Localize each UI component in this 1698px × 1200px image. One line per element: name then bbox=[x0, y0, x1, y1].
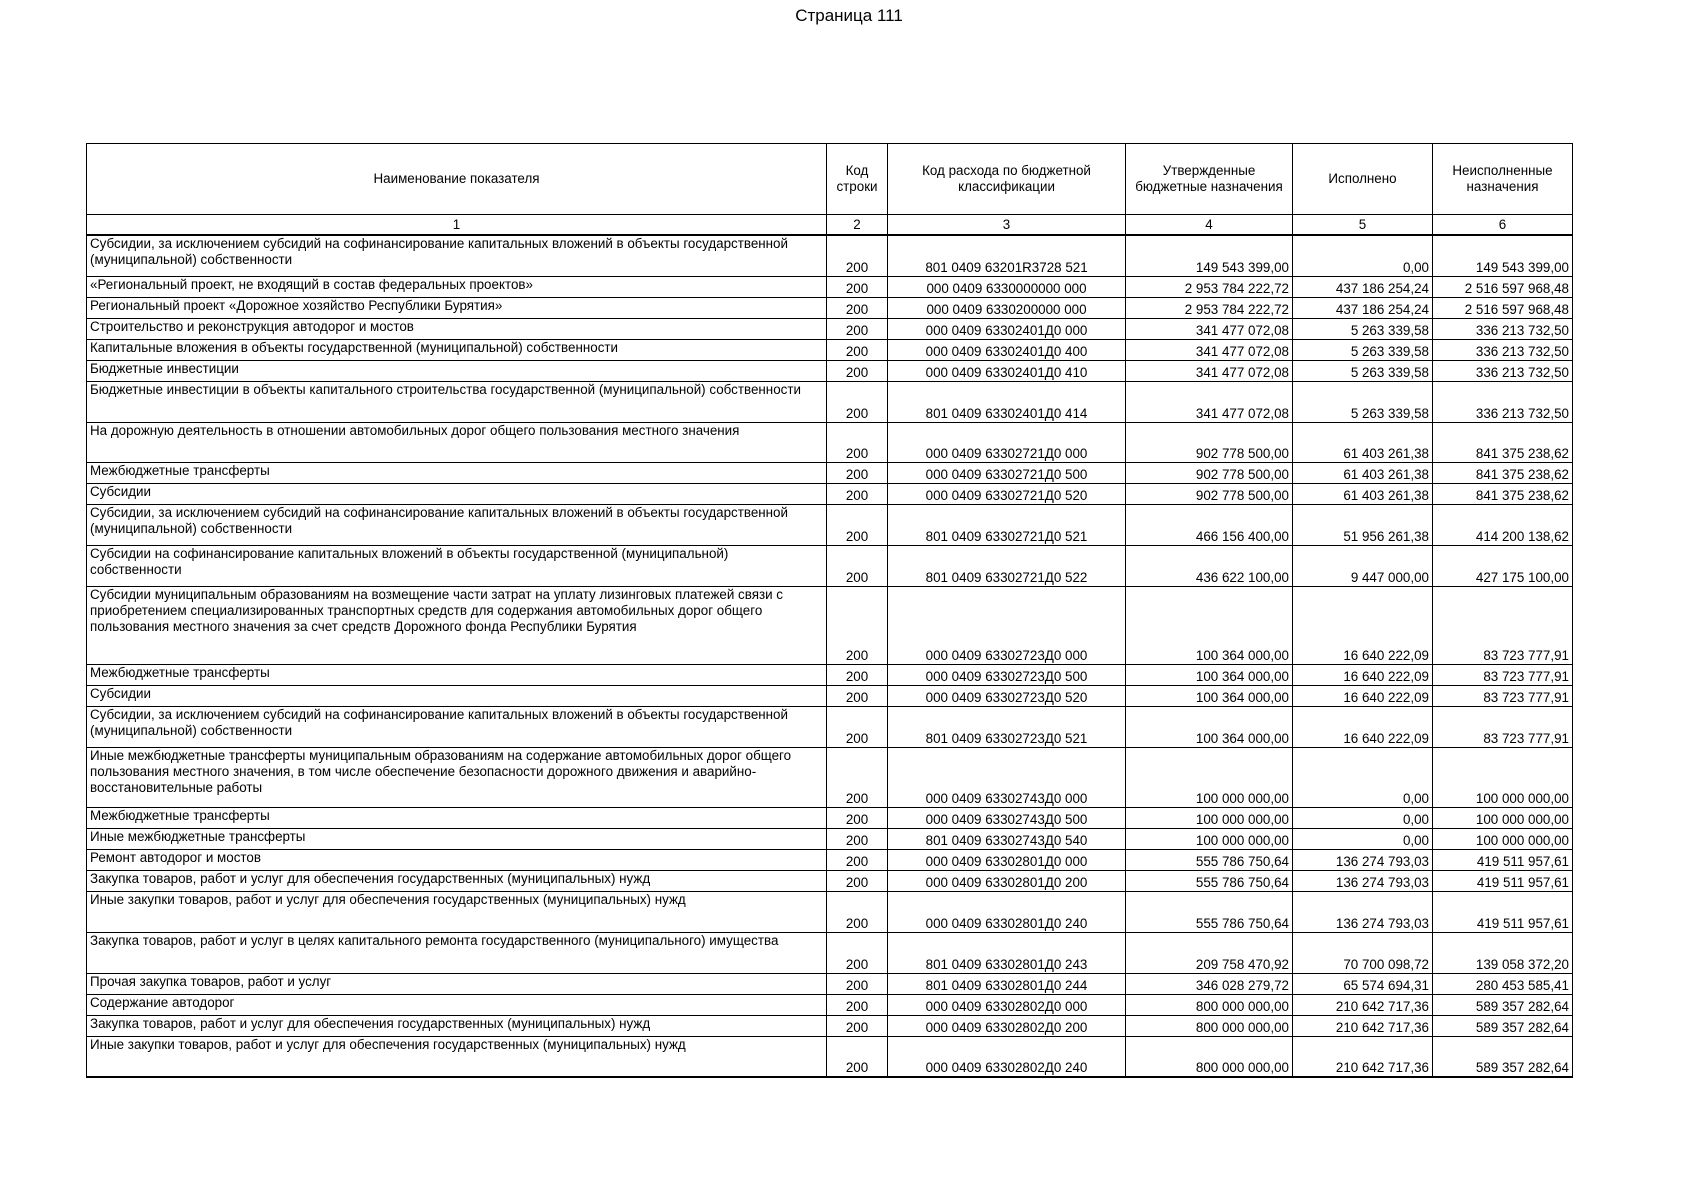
row-executed: 16 640 222,09 bbox=[1293, 685, 1433, 706]
row-unexecuted: 589 357 282,64 bbox=[1433, 1015, 1573, 1036]
row-approved: 100 000 000,00 bbox=[1126, 828, 1293, 849]
header-unexecuted: Неисполненные назначения bbox=[1433, 144, 1573, 215]
row-name: Субсидии муниципальным образованиям на возмещение части затрат на уплату лизинговых платежей связи с приобретением специализированных транспортных средств для содержания автомобильных дорог общего пользования местного значения за счет средств Дорожного фонда Республики Бурятия bbox=[87, 586, 827, 664]
row-unexecuted: 336 213 732,50 bbox=[1433, 381, 1573, 422]
row-name: Межбюджетные трансферты bbox=[87, 462, 827, 483]
table-row bbox=[87, 235, 1573, 276]
row-unexecuted: 589 357 282,64 bbox=[1433, 1036, 1573, 1077]
row-budget-code: 000 0409 63302401Д0 000 bbox=[888, 318, 1126, 339]
row-line-code: 200 bbox=[827, 973, 888, 994]
table-row bbox=[87, 1036, 1573, 1077]
table-row bbox=[87, 360, 1573, 381]
table-row bbox=[87, 849, 1573, 870]
row-executed: 437 186 254,24 bbox=[1293, 276, 1433, 297]
row-unexecuted: 336 213 732,50 bbox=[1433, 339, 1573, 360]
row-unexecuted: 139 058 372,20 bbox=[1433, 932, 1573, 973]
row-executed: 210 642 717,36 bbox=[1293, 1015, 1433, 1036]
row-unexecuted: 419 511 957,61 bbox=[1433, 891, 1573, 932]
row-line-code: 200 bbox=[827, 664, 888, 685]
row-name: Субсидии bbox=[87, 685, 827, 706]
row-budget-code: 000 0409 63302743Д0 500 bbox=[888, 807, 1126, 828]
row-unexecuted: 83 723 777,91 bbox=[1433, 706, 1573, 747]
row-name: Иные межбюджетные трансферты муниципальным образованиям на содержание автомобильных дорог общего пользования местного значения, в том числе обеспечение безопасности дорожного движения и аварийно-восстановительные работы bbox=[87, 747, 827, 807]
row-name: Содержание автодорог bbox=[87, 994, 827, 1015]
row-name: Субсидии на софинансирование капитальных вложений в объекты государственной (муниципальной) собственности bbox=[87, 545, 827, 586]
row-executed: 0,00 bbox=[1293, 747, 1433, 807]
budget-table bbox=[86, 143, 1573, 1078]
table-row bbox=[87, 664, 1573, 685]
row-unexecuted: 419 511 957,61 bbox=[1433, 849, 1573, 870]
row-executed: 16 640 222,09 bbox=[1293, 706, 1433, 747]
row-executed: 61 403 261,38 bbox=[1293, 462, 1433, 483]
row-budget-code: 801 0409 63302723Д0 521 bbox=[888, 706, 1126, 747]
table-row bbox=[87, 747, 1573, 807]
row-budget-code: 000 0409 63302723Д0 000 bbox=[888, 586, 1126, 664]
row-line-code: 200 bbox=[827, 462, 888, 483]
table-row bbox=[87, 807, 1573, 828]
row-executed: 0,00 bbox=[1293, 807, 1433, 828]
row-approved: 902 778 500,00 bbox=[1126, 483, 1293, 504]
row-name: Капитальные вложения в объекты государственной (муниципальной) собственности bbox=[87, 339, 827, 360]
row-name: Субсидии bbox=[87, 483, 827, 504]
row-unexecuted: 83 723 777,91 bbox=[1433, 664, 1573, 685]
row-approved: 555 786 750,64 bbox=[1126, 870, 1293, 891]
row-budget-code: 000 0409 63302801Д0 240 bbox=[888, 891, 1126, 932]
row-executed: 210 642 717,36 bbox=[1293, 994, 1433, 1015]
column-number: 6 bbox=[1433, 215, 1573, 236]
row-budget-code: 801 0409 63302801Д0 244 bbox=[888, 973, 1126, 994]
row-executed: 16 640 222,09 bbox=[1293, 586, 1433, 664]
header-budget-code: Код расхода по бюджетной классификации bbox=[888, 144, 1126, 215]
row-approved: 100 000 000,00 bbox=[1126, 747, 1293, 807]
row-name: На дорожную деятельность в отношении автомобильных дорог общего пользования местного значения bbox=[87, 422, 827, 462]
row-line-code: 200 bbox=[827, 297, 888, 318]
row-approved: 2 953 784 222,72 bbox=[1126, 297, 1293, 318]
row-line-code: 200 bbox=[827, 339, 888, 360]
row-executed: 0,00 bbox=[1293, 828, 1433, 849]
column-number: 5 bbox=[1293, 215, 1433, 236]
row-approved: 149 543 399,00 bbox=[1126, 235, 1293, 276]
row-executed: 9 447 000,00 bbox=[1293, 545, 1433, 586]
row-line-code: 200 bbox=[827, 422, 888, 462]
column-number-row bbox=[87, 215, 1573, 236]
row-line-code: 200 bbox=[827, 747, 888, 807]
row-executed: 437 186 254,24 bbox=[1293, 297, 1433, 318]
row-approved: 346 028 279,72 bbox=[1126, 973, 1293, 994]
row-approved: 100 364 000,00 bbox=[1126, 664, 1293, 685]
row-budget-code: 000 0409 63302801Д0 000 bbox=[888, 849, 1126, 870]
table-row bbox=[87, 462, 1573, 483]
row-approved: 800 000 000,00 bbox=[1126, 1015, 1293, 1036]
table-row bbox=[87, 318, 1573, 339]
row-line-code: 200 bbox=[827, 276, 888, 297]
row-budget-code: 000 0409 63302721Д0 000 bbox=[888, 422, 1126, 462]
row-unexecuted: 841 375 238,62 bbox=[1433, 462, 1573, 483]
row-name: Региональный проект «Дорожное хозяйство Республики Бурятия» bbox=[87, 297, 827, 318]
row-executed: 51 956 261,38 bbox=[1293, 504, 1433, 545]
table-row bbox=[87, 1015, 1573, 1036]
row-line-code: 200 bbox=[827, 381, 888, 422]
row-unexecuted: 419 511 957,61 bbox=[1433, 870, 1573, 891]
row-unexecuted: 100 000 000,00 bbox=[1433, 747, 1573, 807]
row-name: Закупка товаров, работ и услуг в целях капитального ремонта государственного (муниципального) имущества bbox=[87, 932, 827, 973]
row-line-code: 200 bbox=[827, 849, 888, 870]
row-name: Межбюджетные трансферты bbox=[87, 807, 827, 828]
row-executed: 5 263 339,58 bbox=[1293, 339, 1433, 360]
row-approved: 209 758 470,92 bbox=[1126, 932, 1293, 973]
row-budget-code: 000 0409 63302721Д0 500 bbox=[888, 462, 1126, 483]
row-name: «Региональный проект, не входящий в состав федеральных проектов» bbox=[87, 276, 827, 297]
row-approved: 341 477 072,08 bbox=[1126, 381, 1293, 422]
page-title: Страница 111 bbox=[795, 6, 903, 25]
row-unexecuted: 841 375 238,62 bbox=[1433, 422, 1573, 462]
row-line-code: 200 bbox=[827, 685, 888, 706]
row-approved: 100 000 000,00 bbox=[1126, 807, 1293, 828]
row-unexecuted: 149 543 399,00 bbox=[1433, 235, 1573, 276]
row-budget-code: 801 0409 63302801Д0 243 bbox=[888, 932, 1126, 973]
row-line-code: 200 bbox=[827, 483, 888, 504]
row-line-code: 200 bbox=[827, 706, 888, 747]
row-unexecuted: 414 200 138,62 bbox=[1433, 504, 1573, 545]
row-approved: 2 953 784 222,72 bbox=[1126, 276, 1293, 297]
table-row bbox=[87, 297, 1573, 318]
row-budget-code: 000 0409 63302723Д0 520 bbox=[888, 685, 1126, 706]
row-budget-code: 801 0409 63302401Д0 414 bbox=[888, 381, 1126, 422]
row-name: Субсидии, за исключением субсидий на софинансирование капитальных вложений в объекты государственной (муниципальной) собственности bbox=[87, 504, 827, 545]
table-row bbox=[87, 870, 1573, 891]
table-row bbox=[87, 994, 1573, 1015]
row-line-code: 200 bbox=[827, 932, 888, 973]
row-approved: 466 156 400,00 bbox=[1126, 504, 1293, 545]
row-budget-code: 000 0409 63302401Д0 400 bbox=[888, 339, 1126, 360]
row-name: Иные закупки товаров, работ и услуг для обеспечения государственных (муниципальных) нужд bbox=[87, 1036, 827, 1077]
row-budget-code: 801 0409 63302721Д0 522 bbox=[888, 545, 1126, 586]
column-number: 4 bbox=[1126, 215, 1293, 236]
row-unexecuted: 2 516 597 968,48 bbox=[1433, 276, 1573, 297]
table-row bbox=[87, 828, 1573, 849]
row-line-code: 200 bbox=[827, 828, 888, 849]
row-budget-code: 000 0409 63302723Д0 500 bbox=[888, 664, 1126, 685]
row-budget-code: 000 0409 63302802Д0 000 bbox=[888, 994, 1126, 1015]
row-name: Межбюджетные трансферты bbox=[87, 664, 827, 685]
row-executed: 61 403 261,38 bbox=[1293, 483, 1433, 504]
row-line-code: 200 bbox=[827, 994, 888, 1015]
column-number: 2 bbox=[827, 215, 888, 236]
row-line-code: 200 bbox=[827, 1036, 888, 1077]
row-unexecuted: 336 213 732,50 bbox=[1433, 318, 1573, 339]
row-name: Строительство и реконструкция автодорог и мостов bbox=[87, 318, 827, 339]
table-row bbox=[87, 586, 1573, 664]
row-approved: 800 000 000,00 bbox=[1126, 1036, 1293, 1077]
row-line-code: 200 bbox=[827, 586, 888, 664]
row-approved: 100 364 000,00 bbox=[1126, 706, 1293, 747]
table-row bbox=[87, 891, 1573, 932]
column-number: 3 bbox=[888, 215, 1126, 236]
table-row bbox=[87, 276, 1573, 297]
row-approved: 555 786 750,64 bbox=[1126, 849, 1293, 870]
row-approved: 902 778 500,00 bbox=[1126, 462, 1293, 483]
row-executed: 5 263 339,58 bbox=[1293, 360, 1433, 381]
row-executed: 136 274 793,03 bbox=[1293, 870, 1433, 891]
column-number: 1 bbox=[87, 215, 827, 236]
row-line-code: 200 bbox=[827, 504, 888, 545]
row-executed: 5 263 339,58 bbox=[1293, 381, 1433, 422]
row-name: Ремонт автодорог и мостов bbox=[87, 849, 827, 870]
header-line-code: Код строки bbox=[827, 144, 888, 215]
row-line-code: 200 bbox=[827, 360, 888, 381]
table-row bbox=[87, 545, 1573, 586]
row-executed: 65 574 694,31 bbox=[1293, 973, 1433, 994]
row-executed: 136 274 793,03 bbox=[1293, 849, 1433, 870]
row-approved: 341 477 072,08 bbox=[1126, 318, 1293, 339]
row-name: Субсидии, за исключением субсидий на софинансирование капитальных вложений в объекты государственной (муниципальной) собственности bbox=[87, 706, 827, 747]
row-name: Субсидии, за исключением субсидий на софинансирование капитальных вложений в объекты государственной (муниципальной) собственности bbox=[87, 235, 827, 276]
row-name: Закупка товаров, работ и услуг для обеспечения государственных (муниципальных) нужд bbox=[87, 870, 827, 891]
row-unexecuted: 280 453 585,41 bbox=[1433, 973, 1573, 994]
table-row bbox=[87, 422, 1573, 462]
table-row bbox=[87, 483, 1573, 504]
row-name: Иные межбюджетные трансферты bbox=[87, 828, 827, 849]
row-unexecuted: 2 516 597 968,48 bbox=[1433, 297, 1573, 318]
row-budget-code: 801 0409 63302721Д0 521 bbox=[888, 504, 1126, 545]
row-budget-code: 000 0409 63302801Д0 200 bbox=[888, 870, 1126, 891]
row-unexecuted: 841 375 238,62 bbox=[1433, 483, 1573, 504]
row-approved: 902 778 500,00 bbox=[1126, 422, 1293, 462]
row-line-code: 200 bbox=[827, 235, 888, 276]
row-unexecuted: 336 213 732,50 bbox=[1433, 360, 1573, 381]
row-executed: 5 263 339,58 bbox=[1293, 318, 1433, 339]
row-budget-code: 801 0409 63201R3728 521 bbox=[888, 235, 1126, 276]
row-budget-code: 801 0409 63302743Д0 540 bbox=[888, 828, 1126, 849]
row-line-code: 200 bbox=[827, 891, 888, 932]
row-budget-code: 000 0409 63302743Д0 000 bbox=[888, 747, 1126, 807]
row-approved: 341 477 072,08 bbox=[1126, 360, 1293, 381]
row-executed: 136 274 793,03 bbox=[1293, 891, 1433, 932]
row-unexecuted: 100 000 000,00 bbox=[1433, 828, 1573, 849]
row-unexecuted: 100 000 000,00 bbox=[1433, 807, 1573, 828]
row-line-code: 200 bbox=[827, 1015, 888, 1036]
row-approved: 100 364 000,00 bbox=[1126, 586, 1293, 664]
row-line-code: 200 bbox=[827, 807, 888, 828]
row-line-code: 200 bbox=[827, 318, 888, 339]
row-name: Закупка товаров, работ и услуг для обеспечения государственных (муниципальных) нужд bbox=[87, 1015, 827, 1036]
table-row bbox=[87, 685, 1573, 706]
table-row bbox=[87, 339, 1573, 360]
row-unexecuted: 83 723 777,91 bbox=[1433, 685, 1573, 706]
row-name: Иные закупки товаров, работ и услуг для обеспечения государственных (муниципальных) нужд bbox=[87, 891, 827, 932]
row-budget-code: 000 0409 6330000000 000 bbox=[888, 276, 1126, 297]
row-line-code: 200 bbox=[827, 545, 888, 586]
row-budget-code: 000 0409 63302802Д0 200 bbox=[888, 1015, 1126, 1036]
row-name: Бюджетные инвестиции в объекты капитального строительства государственной (муниципальной) собственности bbox=[87, 381, 827, 422]
row-approved: 555 786 750,64 bbox=[1126, 891, 1293, 932]
table-row bbox=[87, 504, 1573, 545]
row-unexecuted: 427 175 100,00 bbox=[1433, 545, 1573, 586]
row-executed: 210 642 717,36 bbox=[1293, 1036, 1433, 1077]
row-executed: 16 640 222,09 bbox=[1293, 664, 1433, 685]
row-executed: 70 700 098,72 bbox=[1293, 932, 1433, 973]
row-budget-code: 000 0409 63302802Д0 240 bbox=[888, 1036, 1126, 1077]
row-line-code: 200 bbox=[827, 870, 888, 891]
row-budget-code: 000 0409 63302401Д0 410 bbox=[888, 360, 1126, 381]
row-approved: 436 622 100,00 bbox=[1126, 545, 1293, 586]
row-approved: 800 000 000,00 bbox=[1126, 994, 1293, 1015]
row-name: Бюджетные инвестиции bbox=[87, 360, 827, 381]
row-name: Прочая закупка товаров, работ и услуг bbox=[87, 973, 827, 994]
table-row bbox=[87, 381, 1573, 422]
row-approved: 100 364 000,00 bbox=[1126, 685, 1293, 706]
header-row bbox=[87, 144, 1573, 215]
row-budget-code: 000 0409 63302721Д0 520 bbox=[888, 483, 1126, 504]
table-row bbox=[87, 706, 1573, 747]
header-executed: Исполнено bbox=[1293, 144, 1433, 215]
table-row bbox=[87, 973, 1573, 994]
row-executed: 0,00 bbox=[1293, 235, 1433, 276]
row-executed: 61 403 261,38 bbox=[1293, 422, 1433, 462]
table-row bbox=[87, 932, 1573, 973]
row-unexecuted: 83 723 777,91 bbox=[1433, 586, 1573, 664]
header-name: Наименование показателя bbox=[87, 144, 827, 215]
row-approved: 341 477 072,08 bbox=[1126, 339, 1293, 360]
row-unexecuted: 589 357 282,64 bbox=[1433, 994, 1573, 1015]
row-budget-code: 000 0409 6330200000 000 bbox=[888, 297, 1126, 318]
header-approved: Утвержденные бюджетные назначения bbox=[1126, 144, 1293, 215]
